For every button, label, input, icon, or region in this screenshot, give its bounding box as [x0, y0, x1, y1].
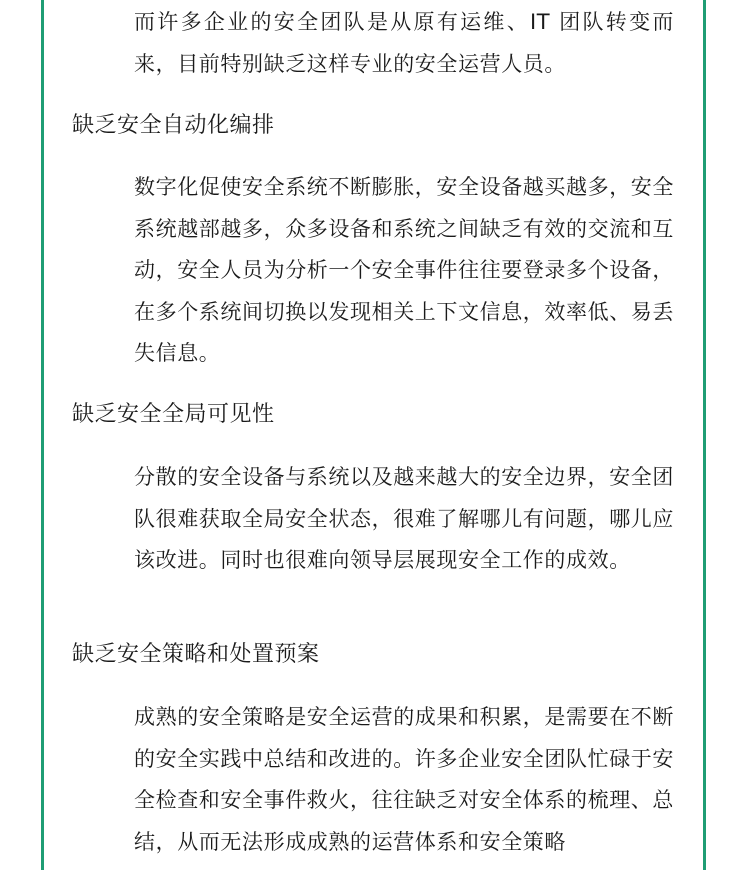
paragraph-automation: 数字化促使安全系统不断膨胀，安全设备越买越多，安全系统越部越多，众多设备和系统之间缺乏有效的交流和互动，安全人员为分析一个安全事件往往要登录多个设备，在多个系统间切换以发现相关上下文信息，效率低、易丢失信息。 — [134, 175, 674, 365]
paragraph-intro: 而许多企业的安全团队是从原有运维、IT 团队转变而来，目前特别缺乏这样专业的安全运营人员。 — [134, 10, 674, 76]
heading-visibility: 缺乏安全全局可见性 — [72, 402, 275, 427]
heading-strategy: 缺乏安全策略和处置预案 — [72, 642, 320, 667]
paragraph-strategy: 成熟的安全策略是安全运营的成果和积累，是需要在不断的安全实践中总结和改进的。许多企业安全团队忙碌于安全检查和安全事件救火，往往缺乏对安全体系的梳理、总结，从而无法形成成熟的运营体系和安全策略 — [134, 705, 674, 854]
heading-automation: 缺乏安全自动化编排 — [72, 113, 275, 138]
paragraph-visibility: 分散的安全设备与系统以及越来越大的安全边界，安全团队很难获取全局安全状态，很难了解哪儿有问题，哪儿应该改进。同时也很难向领导层展现安全工作的成效。 — [134, 465, 674, 572]
